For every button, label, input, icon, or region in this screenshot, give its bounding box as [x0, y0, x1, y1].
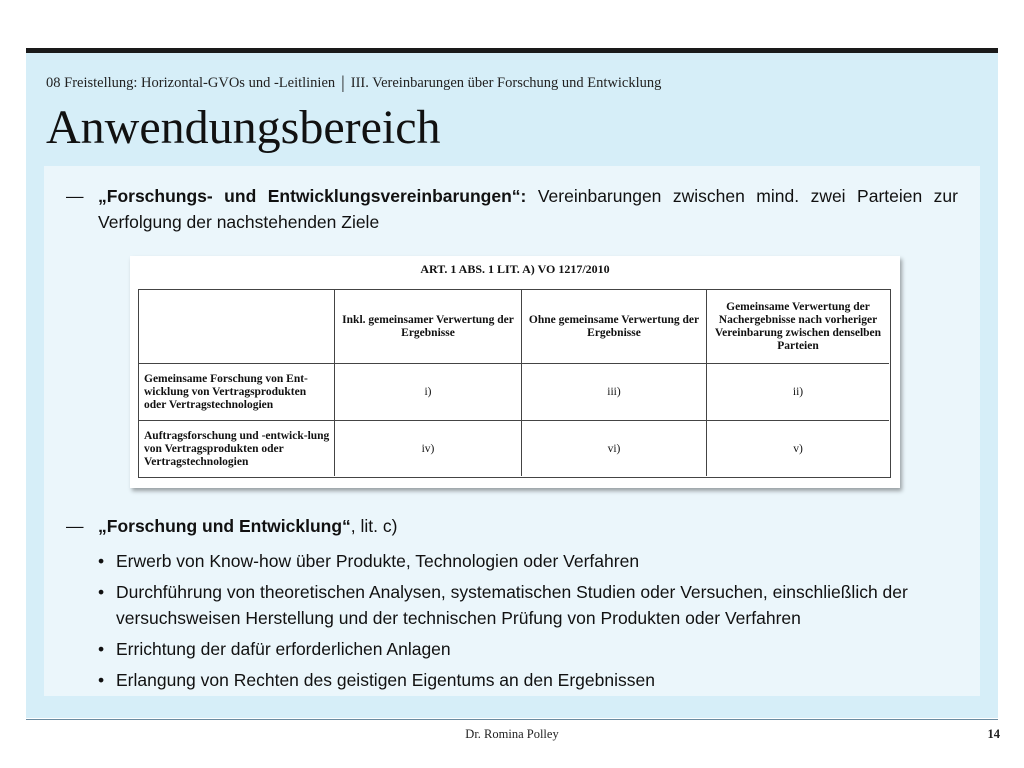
breadcrumb	[46, 71, 661, 92]
list-item-text: Erwerb von Know-how über Produkte, Technologien oder Verfahren	[116, 551, 640, 571]
definition-text: Vereinbarungen zwischen mind. zwei Parteien zur Verfolgung der nachstehenden Ziele	[98, 186, 958, 232]
breadcrumb-separator: |	[341, 72, 345, 92]
row-label-joint-research: Gemeinsame Forschung von Ent-wicklung von Vertragsprodukten oder Vertragstechnologien	[144, 372, 308, 411]
table-cell: ii)	[792, 385, 804, 398]
page-number: 14	[987, 727, 1000, 741]
bullet-icon: •	[98, 582, 105, 602]
list-item	[96, 579, 976, 631]
slide-title: Anwendungsbereich	[46, 101, 441, 154]
list-item	[96, 667, 976, 693]
regulation-table	[130, 256, 900, 488]
list-item-text: Erlangung von Rechten des geistigen Eigentums an den Ergebnissen	[116, 670, 655, 690]
table-cell: vi)	[607, 442, 621, 455]
table-grid	[138, 289, 891, 478]
bullet-icon: •	[98, 639, 105, 659]
definition-point	[66, 183, 958, 235]
definition-reference: , lit. c)	[350, 516, 398, 536]
dash-marker: —	[66, 516, 84, 536]
table-cell: iii)	[607, 385, 621, 398]
breadcrumb-section: 08 Freistellung: Horizontal-GVOs und -Leitlinien	[46, 75, 336, 91]
table-divider	[334, 290, 335, 476]
table-cell: v)	[793, 442, 803, 455]
footer-author: Dr. Romina Polley	[465, 727, 559, 741]
col-header-no-joint-exploitation: Ohne gemeinsame Verwertung der Ergebnisse	[528, 313, 700, 339]
col-header-follow-up-results: Gemeinsame Verwertung der Nachergebnisse nach vorheriger Vereinbarung zwischen denselben Parteien	[714, 300, 882, 352]
definition-term: „Forschung und Entwicklung“	[98, 516, 351, 536]
table-divider	[521, 290, 522, 476]
list-item	[96, 548, 976, 574]
table-title: ART. 1 ABS. 1 LIT. A) VO 1217/2010	[420, 262, 610, 276]
list-item-text: Errichtung der dafür erforderlichen Anlagen	[116, 639, 451, 659]
table-cell: iv)	[421, 442, 435, 455]
row-label-contract-research: Auftragsforschung und -entwick-lung von Vertragsprodukten oder Vertragstechnologien	[144, 429, 330, 468]
breadcrumb-subsection: III. Vereinbarungen über Forschung und Entwicklung	[350, 75, 662, 91]
col-header-joint-exploitation: Inkl. gemeinsamer Verwertung der Ergebnisse	[342, 313, 514, 339]
table-divider	[706, 290, 707, 476]
dash-marker: —	[66, 186, 84, 206]
list-item	[96, 636, 976, 662]
definition-term: „Forschungs- und Entwicklungsvereinbarungen“:	[98, 186, 527, 206]
bullet-icon: •	[98, 670, 105, 690]
bullet-icon: •	[98, 551, 105, 571]
research-definition-point	[66, 513, 958, 539]
footer-rule	[26, 719, 998, 720]
table-cell: i)	[424, 385, 432, 398]
list-item-text: Durchführung von theoretischen Analysen, systematischen Studien oder Versuchen, einschließlich der versuchsweisen Herstellung und der technischen Prüfung von Produkten oder Verfahren	[116, 582, 908, 628]
